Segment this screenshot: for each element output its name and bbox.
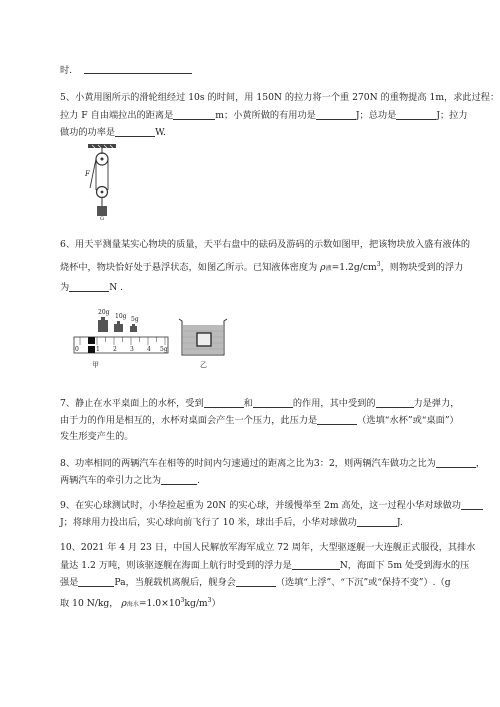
q6-text: 为 xyxy=(60,282,70,293)
q10-blank-buoyancy[interactable] xyxy=(292,560,340,570)
q10-text: kg/m xyxy=(184,598,208,609)
q5-blank-useful-work[interactable] xyxy=(316,110,356,120)
q10-text: =1.0×10 xyxy=(138,598,181,609)
q5-text: W. xyxy=(155,127,166,138)
q10-text: Pa，当舰载机离舰后，舰身会 xyxy=(114,577,236,588)
q7-line2 xyxy=(60,415,459,425)
q7-text: 发生形变产生的。 xyxy=(60,431,134,442)
q6-text: =1.2g/cm xyxy=(331,262,377,273)
tick-1: 1 xyxy=(96,346,100,353)
balance-weights-figure xyxy=(72,309,170,371)
q4-tail-text: 时. xyxy=(60,65,73,76)
tick-4: 4 xyxy=(147,346,151,353)
q7-text: 7、静止在水平桌面上的水杯，受到 xyxy=(60,398,204,409)
q5-text: 5、小黄用图所示的滑轮组经过 10s 的时间，用 150N 的拉力将一个重 270N 的重物提高 1m，求此过程： xyxy=(60,92,500,103)
rho-subscript: 海水 xyxy=(126,601,139,608)
q7-line1 xyxy=(60,398,459,408)
q10-text: 10、2021 年 4 月 23 日，中国人民解放军海军成立 72 周年，大型驱逐舰一大连舰正式服役，其排水 xyxy=(60,542,476,553)
q9-blank-2[interactable] xyxy=(357,517,397,527)
q6-line1 xyxy=(60,240,470,249)
weight-10g-label: 10g xyxy=(115,313,127,320)
tick-3: 3 xyxy=(130,346,134,353)
q6-line2 xyxy=(60,262,463,272)
q9-line2 xyxy=(60,517,403,527)
q6-text: 烧杯中，物块恰好处于悬浮状态，如图乙所示。已知液体密度为 xyxy=(60,262,318,273)
q10-text: N，海面下 5m 处受到海水的压 xyxy=(339,560,470,571)
block xyxy=(197,333,211,346)
q10-blank-motion[interactable] xyxy=(236,577,276,587)
q10-superscript: 3 xyxy=(207,597,212,604)
q5-line3 xyxy=(60,127,166,137)
q10-blank-pressure[interactable] xyxy=(78,577,114,587)
q5-text: J；拉力 xyxy=(436,110,468,121)
q9-text: 9、在实心球测试时，小华捡起重为 20N 的实心球，并缓慢举至 2m 高处，这一过程小华对球做功 xyxy=(60,500,461,511)
q8-text: ， xyxy=(475,458,486,469)
q8-text: . xyxy=(197,475,200,486)
q7-text: 由于力的作用是相互的，水杯对桌面会产生一个压力，此压力是 xyxy=(60,415,318,426)
tick-0: 0 xyxy=(75,346,79,353)
q10-text: ） xyxy=(211,598,221,609)
tick-2: 2 xyxy=(113,346,117,353)
pulley-system-figure xyxy=(84,144,120,222)
q8-blank-force-ratio[interactable] xyxy=(161,475,197,485)
q9-line1 xyxy=(60,500,483,510)
q7-text: （选填“水杯”或“桌面”） xyxy=(357,415,459,426)
q6-superscript: 3 xyxy=(376,261,381,268)
q9-text: J；将球用力投出后，实心球向前飞行了 10 米，球出手后，小华对球做功 xyxy=(60,517,357,528)
q10-line1 xyxy=(60,543,476,552)
q7-text: 力是弹力， xyxy=(413,398,460,409)
q6-text: ，则物块受到的浮力 xyxy=(380,262,464,273)
q8-line1 xyxy=(60,458,485,468)
label-yi: 乙 xyxy=(200,361,207,369)
q10-text: 取 10 N/kg， xyxy=(60,598,119,609)
q10-line2 xyxy=(60,560,469,570)
q8-text: 8、功率相同的两辆汽车在相等的时间内匀速通过的距离之比为3：2，则两辆汽车做功之比为 xyxy=(60,458,436,469)
q5-blank-power[interactable] xyxy=(115,127,155,137)
q8-text: 两辆汽车的牵引力之比为 xyxy=(60,475,162,486)
q8-blank-work-ratio[interactable] xyxy=(436,458,476,468)
rider-marker xyxy=(88,337,95,344)
weight-20g-icon xyxy=(98,317,108,332)
q4-tail-line xyxy=(60,66,72,75)
q7-blank-2[interactable] xyxy=(253,398,293,408)
weight-5g-label: 5g xyxy=(131,316,139,323)
weight-label: G xyxy=(100,216,104,222)
q6-text: 6、用天平测量某实心物块的质量，天平右盘中的砝码及游码的示数如图甲，把该物块放入盛有液体的 xyxy=(60,239,471,250)
q5-text: 做功的功率是 xyxy=(60,127,116,138)
q10-superscript: 3 xyxy=(180,597,185,604)
q7-line3 xyxy=(60,432,134,441)
beaker-figure xyxy=(176,317,232,369)
q7-blank-3[interactable] xyxy=(376,398,414,408)
q10-text: 量达 1.2 万吨，则该驱逐舰在海面上航行时受到的浮力是 xyxy=(60,560,292,571)
q4-answer-blank[interactable] xyxy=(84,64,192,74)
rho-subscript: 液 xyxy=(325,265,332,272)
rho-symbol: ρ xyxy=(121,598,127,609)
q5-blank-distance[interactable] xyxy=(173,110,215,120)
q5-line1 xyxy=(60,93,499,102)
rider-marker xyxy=(88,346,95,353)
q6-line3 xyxy=(60,282,123,292)
weight-20g-label: 20g xyxy=(98,309,110,316)
q9-blank-1[interactable] xyxy=(461,500,483,510)
q10-line4 xyxy=(60,598,221,608)
weight-10g-icon xyxy=(114,321,123,332)
q5-line2 xyxy=(60,110,468,120)
q7-text: 和 xyxy=(243,398,253,409)
weight-5g-icon xyxy=(130,324,137,332)
rho-symbol: ρ xyxy=(320,262,326,273)
q5-text: m；小黄所做的有用功是 xyxy=(215,110,316,121)
force-label: F xyxy=(85,170,90,178)
q6-blank-buoyancy[interactable] xyxy=(69,282,109,292)
q9-text: J. xyxy=(396,517,403,528)
q7-blank-4[interactable] xyxy=(317,415,357,425)
q10-text: （选填“上浮”、“下沉”或“保持不变”）.（g xyxy=(275,577,451,588)
q6-text: N . xyxy=(109,282,124,293)
q8-line2 xyxy=(60,475,200,485)
q5-text: 拉力 F 自由端拉出的距离是 xyxy=(60,110,174,121)
q7-blank-1[interactable] xyxy=(204,398,244,408)
q7-text: 的作用，其中受到的 xyxy=(292,398,376,409)
q10-text: 强是 xyxy=(60,577,79,588)
q5-blank-total-work[interactable] xyxy=(396,110,436,120)
q10-line3 xyxy=(60,577,451,587)
label-jia: 甲 xyxy=(92,361,99,369)
q5-text: J；总功是 xyxy=(355,110,397,121)
tick-5g: 5g xyxy=(160,346,168,353)
